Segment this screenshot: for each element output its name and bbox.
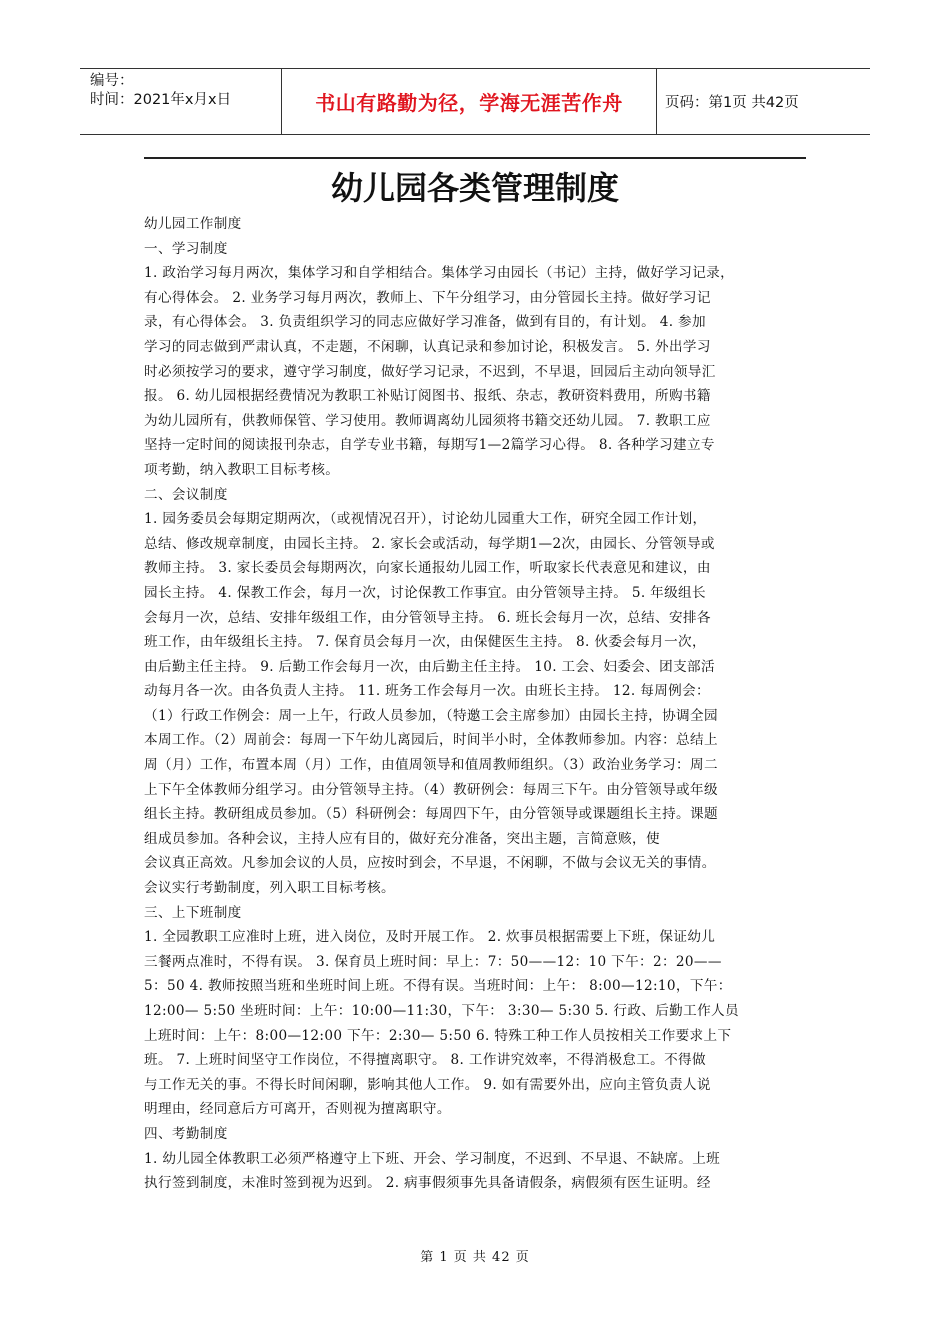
text-line: 总结、修改规章制度，由园长主持。 2. 家长会或活动，每学期1—2次，由园长、分管领导或	[144, 535, 715, 552]
page-footer: 第 1 页 共 42 页	[420, 1250, 530, 1265]
text-line: 明理由，经同意后方可离开，否则视为擅离职守。	[144, 1101, 451, 1118]
text-line: 项考勤，纳入教职工目标考核。	[144, 461, 340, 478]
number-label: 编号：	[90, 73, 134, 89]
text-line: 1. 全园教职工应准时上班，进入岗位，及时开展工作。 2. 炊事员根据需要上下班，保证幼儿	[144, 929, 716, 946]
text-line: 为幼儿园所有，供教师保管、学习使用。教师调离幼儿园须将书籍交还幼儿园。 7. 教职工应	[144, 412, 711, 429]
header-motto: 书山有路勤为径，学海无涯苦作舟	[315, 91, 623, 115]
text-line: 与工作无关的事。不得长时间闲聊，影响其他人工作。 9. 如有需要外出，应向主管负责人说	[144, 1076, 711, 1093]
text-line: 一、学习制度	[144, 240, 228, 257]
text-line: 四、考勤制度	[144, 1125, 228, 1142]
text-line: 组长主持。教研组成员参加。（5）科研例会：每周四下午，由分管领导或课题组长主持。课题	[144, 806, 718, 823]
text-line: 幼儿园工作制度	[144, 216, 242, 232]
text-line: 报。 6. 幼儿园根据经费情况为教职工补贴订阅图书、报纸、杂志，教研资料费用，所购书籍	[144, 388, 711, 405]
header-table	[80, 68, 870, 135]
text-line: 二、会议制度	[144, 486, 228, 503]
text-line: 会议真正高效。凡参加会议的人员，应按时到会，不早退，不闲聊，不做与会议无关的事情。	[144, 855, 716, 872]
text-line: 教师主持。 3. 家长委员会每期两次，向家长通报幼儿园工作，听取家长代表意见和建议，由	[144, 560, 711, 577]
text-line: 周（月）工作，布置本周（月）工作，由值周领导和值周教师组织。（3）政治业务学习：周二	[144, 757, 718, 774]
header-page-info: 页码：第1页 共42页	[665, 95, 799, 111]
text-line: 会议实行考勤制度，列入职工目标考核。	[144, 880, 395, 897]
time-label: 时间：2021年x月x日	[90, 92, 232, 108]
text-line: 时必须按学习的要求，遵守学习制度，做好学习记录，不迟到，不早退，回园后主动向领导汇	[144, 363, 716, 380]
text-line: 学习的同志做到严肃认真，不走题，不闲聊，认真记录和参加讨论，积极发言。 5. 外出学习	[144, 338, 711, 355]
text-line: 由后勤主任主持。 9. 后勤工作会每月一次，由后勤主任主持。 10. 工会、妇委会、团支部活	[144, 658, 715, 675]
text-line: 录，有心得体会。 3. 负责组织学习的同志应做好学习准备，做到有目的，有计划。 4. 参加	[144, 314, 706, 331]
text-line: 上下午全体教师分组学习。由分管领导主持。（4）教研例会：每周三下午。由分管领导或年级	[144, 781, 718, 798]
text-line: 1. 园务委员会每期定期两次，（或视情况召开），讨论幼儿园重大工作，研究全园工作计划，	[144, 511, 707, 528]
document-title: 幼儿园各类管理制度	[330, 169, 619, 207]
text-line: 组成员参加。各种会议，主持人应有目的，做好充分准备，突出主题，言简意赅，使	[144, 830, 660, 847]
title-rule	[144, 157, 806, 159]
text-line: 三、上下班制度	[144, 904, 242, 921]
text-line: 动每月各一次。由各负责人主持。 11. 班务工作会每月一次。由班长主持。 12. 每周例会：	[144, 683, 710, 700]
header-motto-cell	[282, 69, 657, 134]
text-line: 本周工作。（2）周前会：每周一下午幼儿离园后，时间半小时，全体教师参加。内容：总结上	[144, 732, 718, 749]
header-meta	[80, 69, 282, 134]
text-line: 坚持一定时间的阅读报刊杂志，自学专业书籍，每期写1—2篇学习心得。 8. 各种学习建立专	[144, 437, 715, 454]
document-body	[144, 212, 820, 1196]
text-line: 班工作，由年级组长主持。 7. 保育员会每月一次，由保健医生主持。 8. 伙委会每月一次，	[144, 634, 706, 651]
text-line: 三餐两点准时，不得有误。 3. 保育员上班时间：早上：7：50——12：10 下午：2：20——	[144, 953, 722, 970]
text-line: 班。 7. 上班时间坚守工作岗位，不得擅离职守。 8. 工作讲究效率，不得消极怠工。不得做	[144, 1052, 706, 1069]
text-line: 执行签到制度，未准时签到视为迟到。 2. 病事假须事先具备请假条，病假须有医生证明。经	[144, 1175, 711, 1192]
text-line: 园长主持。 4. 保教工作会，每月一次，讨论保教工作事宜。由分管领导主持。 5. 年级组长	[144, 584, 706, 601]
text-line: 1. 政治学习每月两次，集体学习和自学相结合。集体学习由园长（书记）主持，做好学习记录，	[144, 265, 735, 282]
text-line: 会每月一次，总结、安排年级组工作，由分管领导主持。 6. 班长会每月一次，总结、安排各	[144, 609, 711, 626]
text-line: 5：50 4. 教师按照当班和坐班时间上班。不得有误。当班时间：上午： 8:00—12:10，下午：	[144, 978, 732, 995]
text-line: 上班时间：上午：8:00—12:00 下午：2:30— 5:50 6. 特殊工种工作人员按相关工作要求上下	[144, 1027, 732, 1044]
text-line: 12:00— 5:50 坐班时间：上午：10:00—11:30，下午： 3:30— 5:30 5. 行政、后勤工作人员	[144, 1003, 739, 1019]
text-line: （1）行政工作例会：周一上午，行政人员参加，（特邀工会主席参加）由园长主持，协调全园	[144, 707, 718, 724]
text-line: 有心得体会。 2. 业务学习每月两次，教师上、下午分组学习，由分管园长主持。做好学习记	[144, 289, 711, 306]
text-line: 1. 幼儿园全体教职工必须严格遵守上下班、开会、学习制度，不迟到、不早退、不缺席。上班	[144, 1150, 721, 1167]
